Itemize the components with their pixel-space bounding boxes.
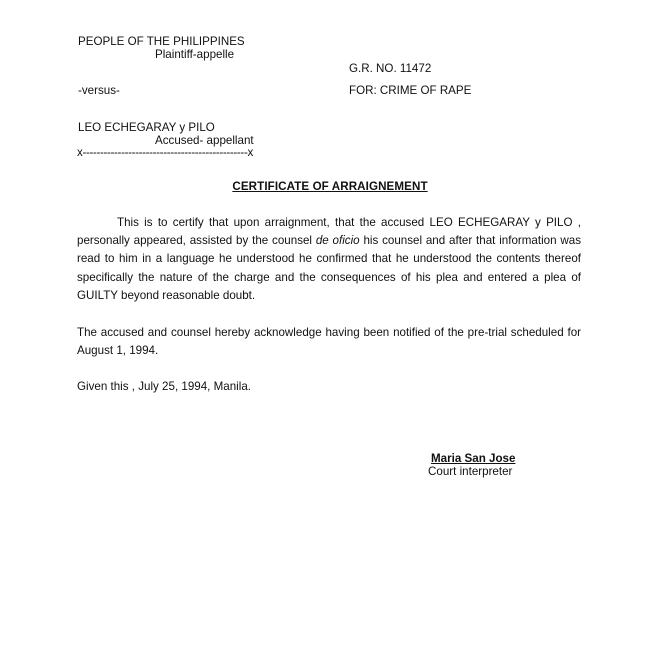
paragraph-pretrial-notice: The accused and counsel hereby acknowledge having been notified of the pre-trial scheduled for August 1, 1994. [77, 326, 581, 358]
paragraph-text: his counsel and after that information was read to him in a language he understood he confirmed that he understood the contents thereof specifically the nature of the charge and the consequences of his plea and entered a plea of GUILTY beyond reasonable doubt. [77, 234, 581, 302]
de-oficio-italic: de oficio [315, 234, 360, 248]
signatory-name: Maria San Jose [431, 452, 516, 465]
paragraph-text: This is to certify that upon arraignment, that the accused LEO ECHEGARAY y PILO , personally appeared, assisted by the counsel [77, 216, 581, 248]
accused-role: Accused- appellant [155, 134, 254, 147]
plaintiff-name: PEOPLE OF THE PHILIPPINES [78, 35, 245, 48]
accused-name: LEO ECHEGARAY y PILO [78, 121, 215, 134]
versus-label: -versus- [78, 84, 120, 97]
paragraph-given-date: Given this , July 25, 1994, Manila. [77, 380, 251, 393]
paragraph-arraignment [77, 214, 581, 305]
plaintiff-role: Plaintiff-appelle [155, 48, 235, 61]
case-number: G.R. NO. 11472 [349, 62, 432, 75]
signatory-title: Court interpreter [428, 465, 513, 478]
document-title: CERTIFICATE OF ARRAIGNEMENT [232, 180, 428, 193]
caption-separator: x-----------------------------------------------x [77, 146, 253, 159]
crime-label: FOR: CRIME OF RAPE [349, 84, 472, 97]
